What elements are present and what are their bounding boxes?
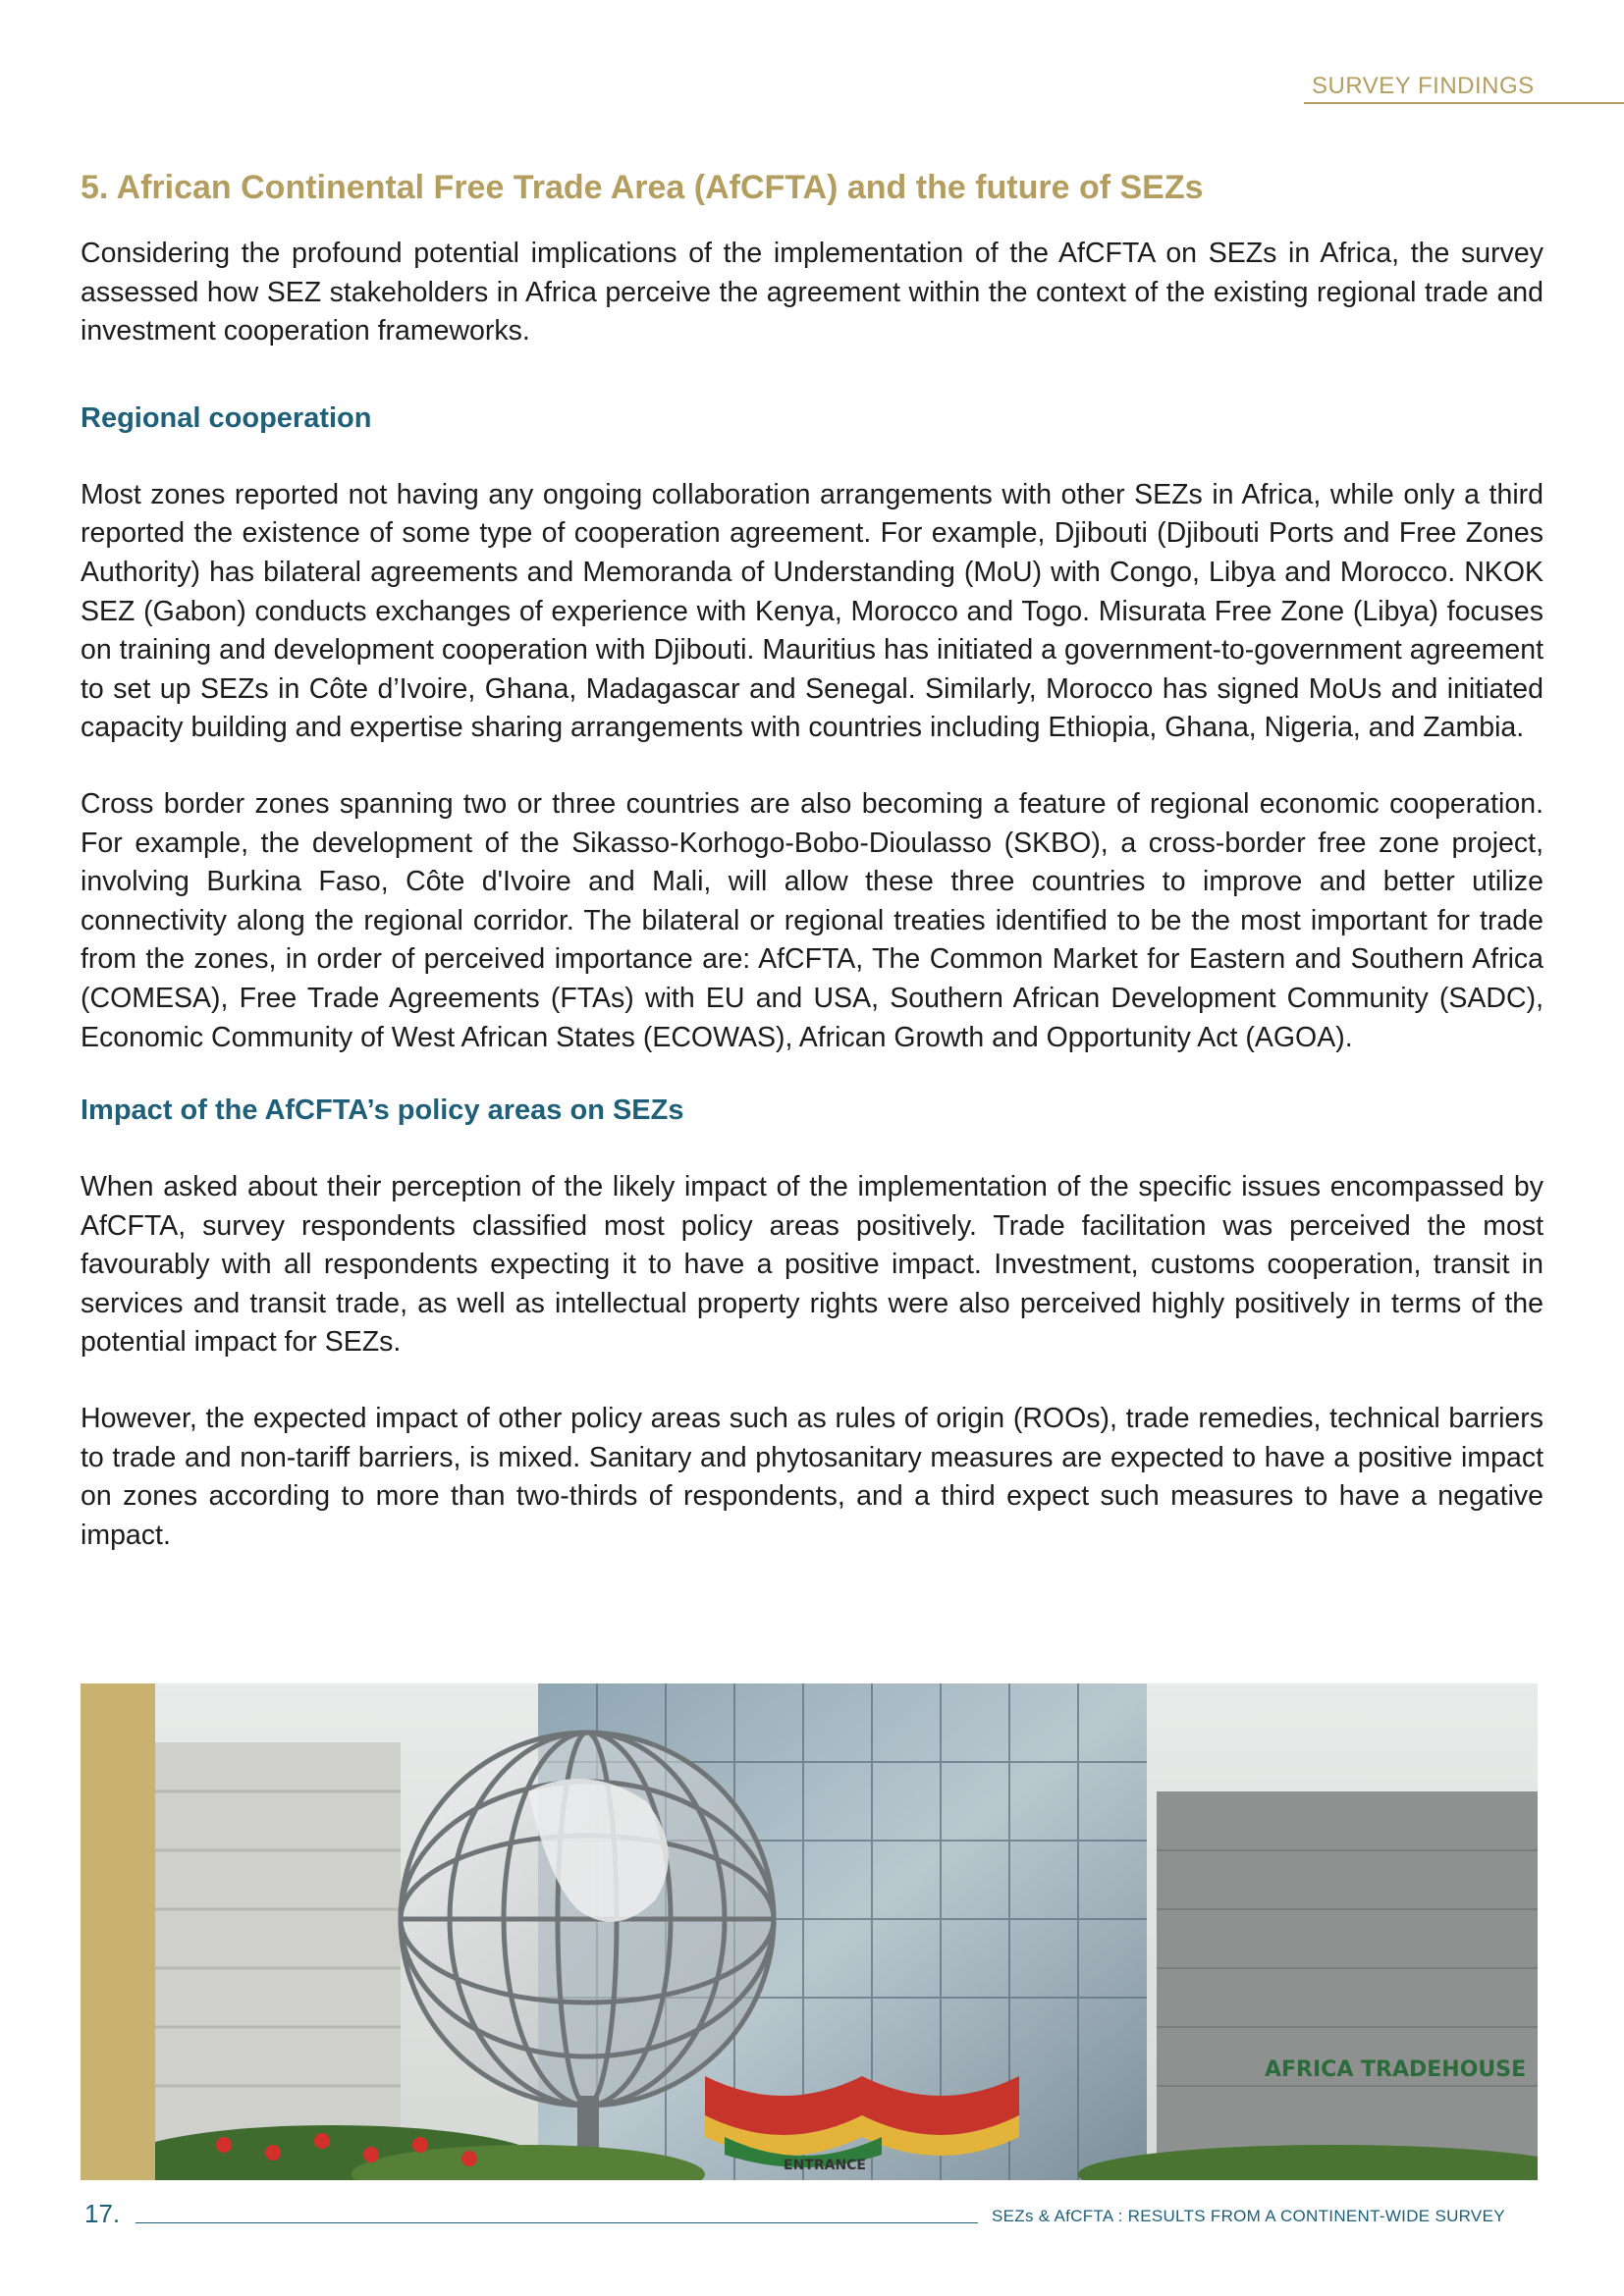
building-globe-photo [155,1683,1538,2180]
article-body [81,169,1543,1592]
building-sign: AFRICA TRADEHOUSE [1265,2057,1527,2082]
paragraph: Most zones reported not having any ongoing collaboration arrangements with other SEZs in Africa, while only a third reported the existence of some type of cooperation agreement. For example, Djibouti (Djibouti Ports and Free Zones Authority) has bilateral agreements and Memoranda of Understanding (MoU) with Congo, Libya and Morocco. NKOK SEZ (Gabon) conducts exchanges of experience with Kenya, Morocco and Togo. Misurata Free Zone (Libya) focuses on training and development cooperation with Djibouti. Mauritius has initiated a government-to-government agreement to set up SEZs in Côte d’Ivoire, Ghana, Madagascar and Senegal. Similarly, Morocco has signed MoUs and initiated capacity building and expertise sharing arrangements with countries including Ethiopia, Ghana, Nigeria, and Zambia. [81,478,1543,744]
section-title: 5. African Continental Free Trade Area (AfCFTA) and the future of SEZs [81,169,1204,206]
photo-frame [81,1683,1538,2180]
page-number: 17. [84,2199,121,2228]
subheading-regional-cooperation: Regional cooperation [81,401,372,434]
footer-rule [135,2222,978,2223]
publication-title: SEZs & AfCFTA : RESULTS FROM A CONTINENT-WIDE SURVEY [992,2207,1505,2225]
running-header: SURVEY FINDINGS [1312,73,1535,99]
paragraph: When asked about their perception of the likely impact of the implementation of the specific issues encompassed by AfCFTA, survey respondents classified most policy areas positively. Trade facilitation was perceived the most favourably with all respondents expecting it to have a positive impact. Investment, customs cooperation, transit in services and transit trade, as well as intellectual property rights were also perceived highly positively in terms of the potential impact for SEZs. [81,1171,1543,1359]
paragraph: However, the expected impact of other policy areas such as rules of origin (ROOs), trade remedies, technical barriers to trade and non-tariff barriers, is mixed. Sanitary and phytosanitary measures are expected to have a positive impact on zones according to more than two-thirds of respondents, and a third expect such measures to have a negative impact. [81,1403,1543,1551]
entrance-sign: ENTRANCE [784,2158,866,2173]
subheading-policy-impact: Impact of the AfCFTA’s policy areas on SEZs [81,1095,684,1127]
intro-paragraph: Considering the profound potential implications of the implementation of the AfCFTA on SEZs in Africa, the survey assessed how SEZ stakeholders in Africa perceive the agreement within the context of the existing regional trade and investment cooperation frameworks. [81,238,1543,347]
paragraph: Cross border zones spanning two or three countries are also becoming a feature of regional economic cooperation. For example, the development of the Sikasso-Korhogo-Bobo-Dioulasso (SKBO), a cross-border free zone project, involving Burkina Faso, Côte d'Ivoire and Mali, will allow these three countries to improve and better utilize connectivity along the regional corridor. The bilateral or regional treaties identified to be the most important for trade from the zones, in order of perceived importance are: AfCFTA, The Common Market for Eastern and Southern Africa (COMESA), Free Trade Agreements (FTAs) with EU and USA, Southern African Development Community (SADC), Economic Community of West African States (ECOWAS), African Growth and Opportunity Act (AGOA). [81,787,1543,1053]
header-rule [1304,102,1624,104]
